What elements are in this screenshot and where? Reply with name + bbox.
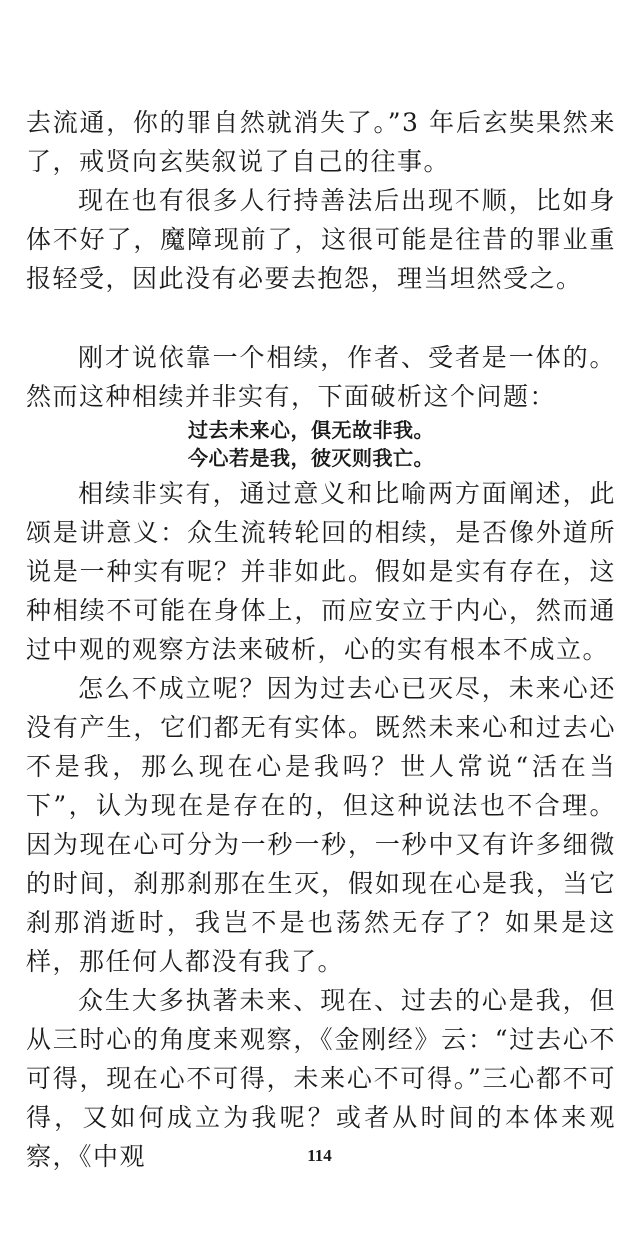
paragraph-commentary-2: 怎么不成立呢？因为过去心已灭尽，未来心还没有产生，它们都无有实体。既然未来心和过去心不是我，那么现在心是我吗？世人常说“活在当下”，认为现在是存在的，但这种说法也不合理。因为现在心可分为一秒一秒，一秒中又有许多细微的时间，刹那刹那在生灭，假如现在心是我，当它刹那消逝时，我岂不是也荡然无存了？如果是这样，那任何人都没有我了。: [26, 674, 616, 976]
paragraph-commentary-1: 相续非实有，通过意义和比喻两方面阐述，此颂是讲意义：众生流转轮回的相续，是否像外道所说是一种实有呢？并非如此。假如是实有存在，这种相续不可能在身体上，而应安立于内心，然而通过中观的观察方法来破析，心的实有根本不成立。: [26, 479, 616, 664]
section-gap: [26, 298, 616, 338]
paragraph-continued: 去流通，你的罪自然就消失了。”3 年后玄奘果然来了，戒贤向玄奘叙说了自己的往事。: [26, 108, 616, 176]
paragraph-misfortune: 现在也有很多人行持善法后出现不顺，比如身体不好了，魔障现前了，这很可能是往昔的罪业重报轻受，因此没有必要去抱怨，理当坦然受之。: [26, 186, 616, 293]
page-number: 114: [307, 1146, 332, 1165]
paragraph-commentary-3: 众生大多执著未来、现在、过去的心是我，但从三时心的角度来观察，《金刚经》云：“过去心不可得，现在心不可得，未来心不可得。”三心都不可得，又如何成立为我呢？或者从时间的本体来观察，《中观: [26, 986, 616, 1171]
verse: [26, 416, 616, 472]
body-text: [26, 103, 616, 1176]
verse-line-2: 今心若是我，彼灭则我亡。: [188, 446, 434, 470]
verse-line-1: 过去未来心，俱无故非我。: [188, 418, 434, 442]
paragraph-intro: 刚才说依靠一个相续，作者、受者是一体的。然而这种相续并非实有，下面破析这个问题：: [26, 343, 616, 411]
